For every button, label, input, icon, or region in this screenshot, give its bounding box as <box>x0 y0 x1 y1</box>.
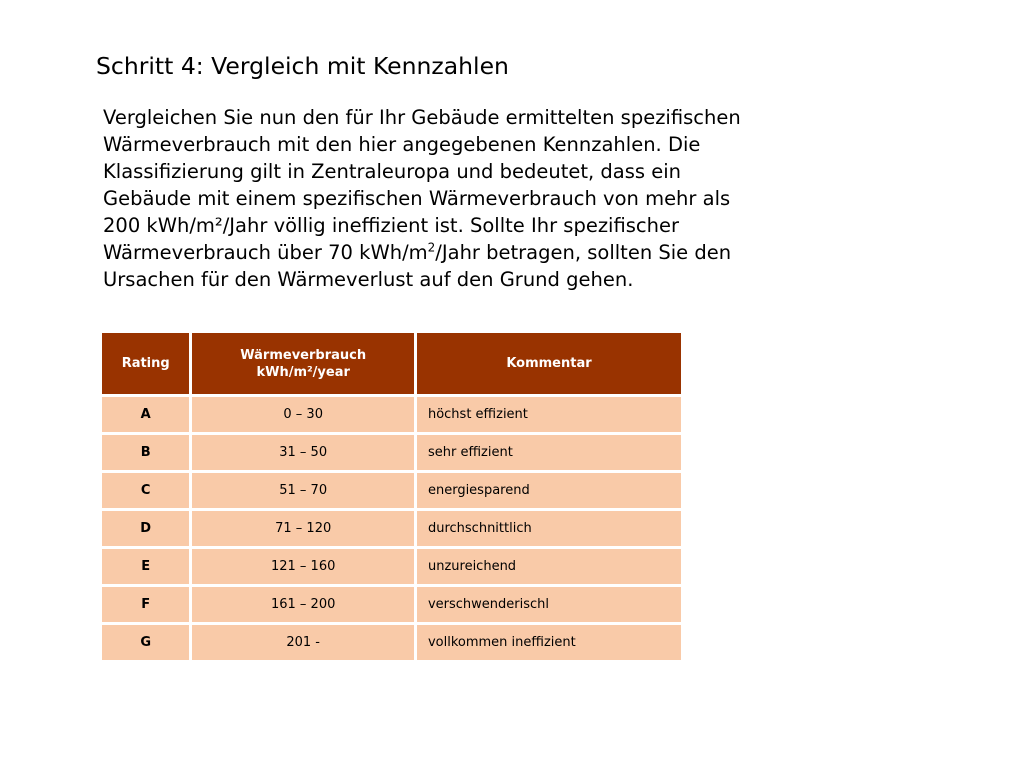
superscript-exponent: 2 <box>427 240 436 255</box>
table-row <box>102 397 681 432</box>
cell-heat-consumption: 121 – 160 <box>192 549 414 584</box>
slide-title: Schritt 4: Vergleich mit Kennzahlen <box>96 52 509 80</box>
body-line: Ursachen für den Wärmeverlust auf den Grund gehen. <box>103 268 634 291</box>
header-comment: Kommentar <box>417 333 681 394</box>
table-row <box>102 473 681 508</box>
rating-table <box>99 330 684 663</box>
body-line: Wärmeverbrauch mit den hier angegebenen Kennzahlen. Die <box>103 133 701 156</box>
table-row <box>102 435 681 470</box>
header-heat-consumption-unit: kWh/m²/year <box>256 364 350 380</box>
slide-body-text <box>103 104 863 293</box>
cell-rating: C <box>102 473 189 508</box>
cell-rating: B <box>102 435 189 470</box>
cell-rating: D <box>102 511 189 546</box>
cell-comment: durchschnittlich <box>417 511 681 546</box>
cell-comment: unzureichend <box>417 549 681 584</box>
header-heat-consumption-label: Wärmeverbrauch <box>240 347 367 363</box>
table-row <box>102 587 681 622</box>
table-row <box>102 549 681 584</box>
cell-heat-consumption: 31 – 50 <box>192 435 414 470</box>
cell-heat-consumption: 71 – 120 <box>192 511 414 546</box>
table-row <box>102 625 681 660</box>
cell-heat-consumption: 161 – 200 <box>192 587 414 622</box>
body-line: Klassifizierung gilt in Zentraleuropa und bedeutet, dass ein <box>103 160 682 183</box>
cell-rating: A <box>102 397 189 432</box>
header-heat-consumption <box>192 333 414 394</box>
cell-comment: höchst effizient <box>417 397 681 432</box>
body-line: 200 kWh/m²/Jahr völlig ineffizient ist. Sollte Ihr spezifischer <box>103 214 680 237</box>
cell-comment: verschwenderischl <box>417 587 681 622</box>
body-line-with-superscript <box>103 239 863 266</box>
cell-heat-consumption: 0 – 30 <box>192 397 414 432</box>
table-row <box>102 511 681 546</box>
body-line-part: /Jahr betragen, sollten Sie den <box>435 241 732 264</box>
table-header-row <box>102 333 681 394</box>
cell-rating: G <box>102 625 189 660</box>
cell-heat-consumption: 201 - <box>192 625 414 660</box>
body-line: Vergleichen Sie nun den für Ihr Gebäude ermittelten spezifischen <box>103 106 741 129</box>
cell-rating: F <box>102 587 189 622</box>
body-line-part: Wärmeverbrauch über 70 kWh/m <box>103 241 428 264</box>
body-line: Gebäude mit einem spezifischen Wärmeverbrauch von mehr als <box>103 187 731 210</box>
cell-comment: energiesparend <box>417 473 681 508</box>
cell-rating: E <box>102 549 189 584</box>
cell-heat-consumption: 51 – 70 <box>192 473 414 508</box>
header-rating: Rating <box>102 333 189 394</box>
cell-comment: sehr effizient <box>417 435 681 470</box>
cell-comment: vollkommen ineffizient <box>417 625 681 660</box>
